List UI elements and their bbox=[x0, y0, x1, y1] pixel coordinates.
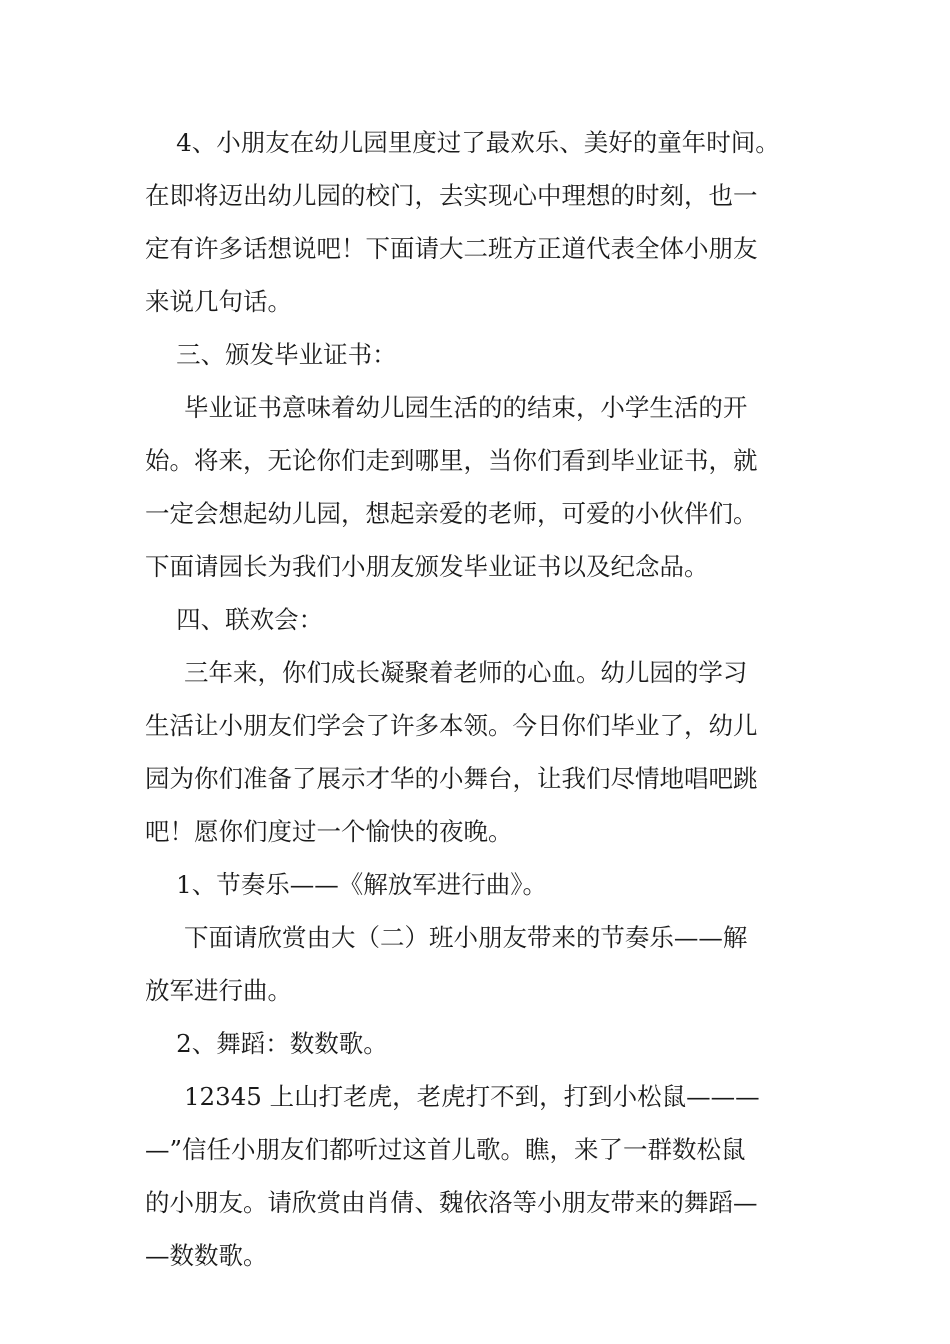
text-line: 4、小朋友在幼儿园里度过了最欢乐、美好的童年时间。 bbox=[145, 128, 780, 157]
program-item-heading: 1、节奏乐——《解放军进行曲》。 bbox=[145, 870, 547, 899]
text-line: 吧！愿你们度过一个愉快的夜晚。 bbox=[145, 817, 513, 846]
text-line: 12345 上山打老虎，老虎打不到，打到小松鼠——— bbox=[145, 1082, 760, 1111]
text-line: 生活让小朋友们学会了许多本领。今日你们毕业了，幼儿 bbox=[145, 711, 758, 740]
text-line: 来说几句话。 bbox=[145, 287, 292, 316]
text-line: 定有许多话想说吧！下面请大二班方正道代表全体小朋友 bbox=[145, 234, 758, 263]
text-line: 毕业证书意味着幼儿园生活的的结束，小学生活的开 bbox=[145, 393, 748, 422]
text-line: 一定会想起幼儿园，想起亲爱的老师，可爱的小伙伴们。 bbox=[145, 499, 758, 528]
text-line: 的小朋友。请欣赏由肖倩、魏依洛等小朋友带来的舞蹈— bbox=[145, 1188, 758, 1217]
section-heading: 四、联欢会： bbox=[145, 605, 324, 634]
text-line: 放军进行曲。 bbox=[145, 976, 292, 1005]
text-line: 下面请欣赏由大（二）班小朋友带来的节奏乐——解 bbox=[145, 923, 748, 952]
text-line: 三年来，你们成长凝聚着老师的心血。幼儿园的学习 bbox=[145, 658, 748, 687]
text-line: 园为你们准备了展示才华的小舞台，让我们尽情地唱吧跳 bbox=[145, 764, 758, 793]
text-line: 在即将迈出幼儿园的校门，去实现心中理想的时刻，也一 bbox=[145, 181, 758, 210]
program-item-heading: 2、舞蹈：数数歌。 bbox=[145, 1029, 388, 1058]
text-line: 下面请园长为我们小朋友颁发毕业证书以及纪念品。 bbox=[145, 552, 709, 581]
text-line: 始。将来，无论你们走到哪里，当你们看到毕业证书，就 bbox=[145, 446, 758, 475]
text-line: —数数歌。 bbox=[145, 1241, 268, 1270]
text-line: —”信任小朋友们都听过这首儿歌。瞧，来了一群数松鼠 bbox=[145, 1135, 746, 1164]
section-heading: 三、颁发毕业证书： bbox=[145, 340, 397, 369]
